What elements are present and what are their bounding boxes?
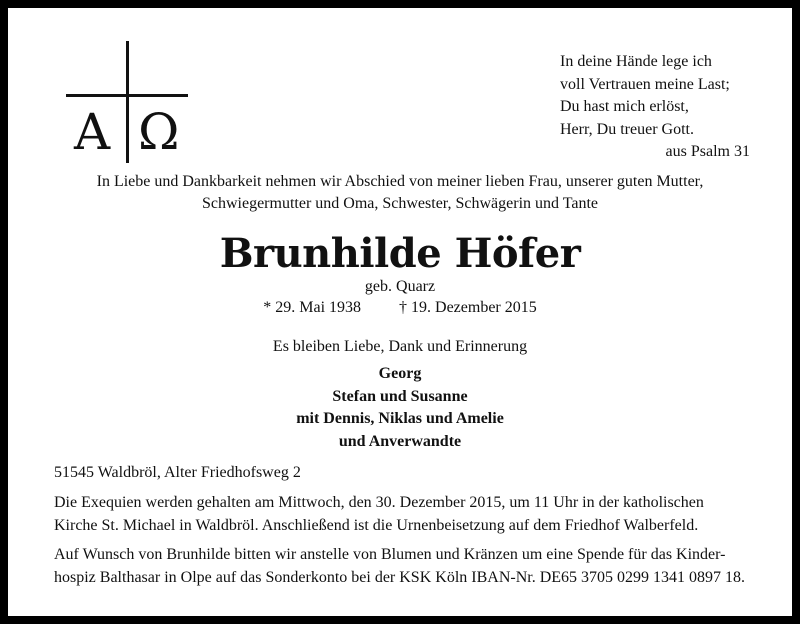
psalm-reference: aus Psalm 31 xyxy=(665,143,750,160)
deceased-name: Brunhilde Höfer xyxy=(219,230,581,277)
psalm-line: Du hast mich erlöst, xyxy=(560,98,689,115)
psalm-line: Herr, Du treuer Gott. xyxy=(560,120,694,138)
mourners-list xyxy=(8,363,792,453)
intro-line: In Liebe und Dankbarkeit nehmen wir Abschied von meiner lieben Frau, unserer guten Mutter, xyxy=(96,173,704,190)
life-dates xyxy=(8,298,792,318)
psalm-line: voll Vertrauen meine Last; xyxy=(560,75,730,93)
intro-line: Schwiegermutter und Oma, Schwester, Schwägerin und Tante xyxy=(201,195,599,212)
mourner-name: und Anverwandte xyxy=(338,432,462,450)
service-info xyxy=(54,492,754,537)
donation-info xyxy=(54,544,754,589)
service-line: Die Exequien werden gehalten am Mittwoch, den 30. Dezember 2015, um 11 Uhr in der katholischen xyxy=(54,494,704,511)
birth-date: * 29. Mai 1938 xyxy=(263,299,362,316)
psalm-line: In deine Hände lege ich xyxy=(560,53,712,70)
mourner-name: Georg xyxy=(378,365,422,382)
intro-text xyxy=(8,171,792,215)
alpha-symbol: Α xyxy=(74,103,111,161)
omega-symbol: Ω xyxy=(138,103,180,161)
farewell-line: Es bleiben Liebe, Dank und Erinnerung xyxy=(272,338,528,355)
death-date: † 19. Dezember 2015 xyxy=(399,299,537,316)
cross-vertical-bar xyxy=(126,41,129,163)
cross-horizontal-bar xyxy=(66,94,188,97)
service-line: Kirche St. Michael in Waldbröl. Anschließend ist die Urnenbeisetzung auf dem Friedhof Walberfeld. xyxy=(54,516,699,534)
donation-line: Auf Wunsch von Brunhilde bitten wir anstelle von Blumen und Kränzen um eine Spende für das Kinder- xyxy=(54,546,726,563)
mourner-name: mit Dennis, Niklas und Amelie xyxy=(296,410,504,427)
birth-name: geb. Quarz xyxy=(364,278,436,295)
mourner-name: Stefan und Susanne xyxy=(332,387,468,405)
address: 51545 Waldbröl, Alter Friedhofsweg 2 xyxy=(54,464,301,481)
cross-icon xyxy=(60,41,200,171)
psalm-quote xyxy=(560,51,750,164)
donation-line: hospiz Balthasar in Olpe auf das Sonderkonto bei der KSK Köln IBAN-Nr. DE65 3705 0299 1341 0897 18. xyxy=(54,568,746,586)
